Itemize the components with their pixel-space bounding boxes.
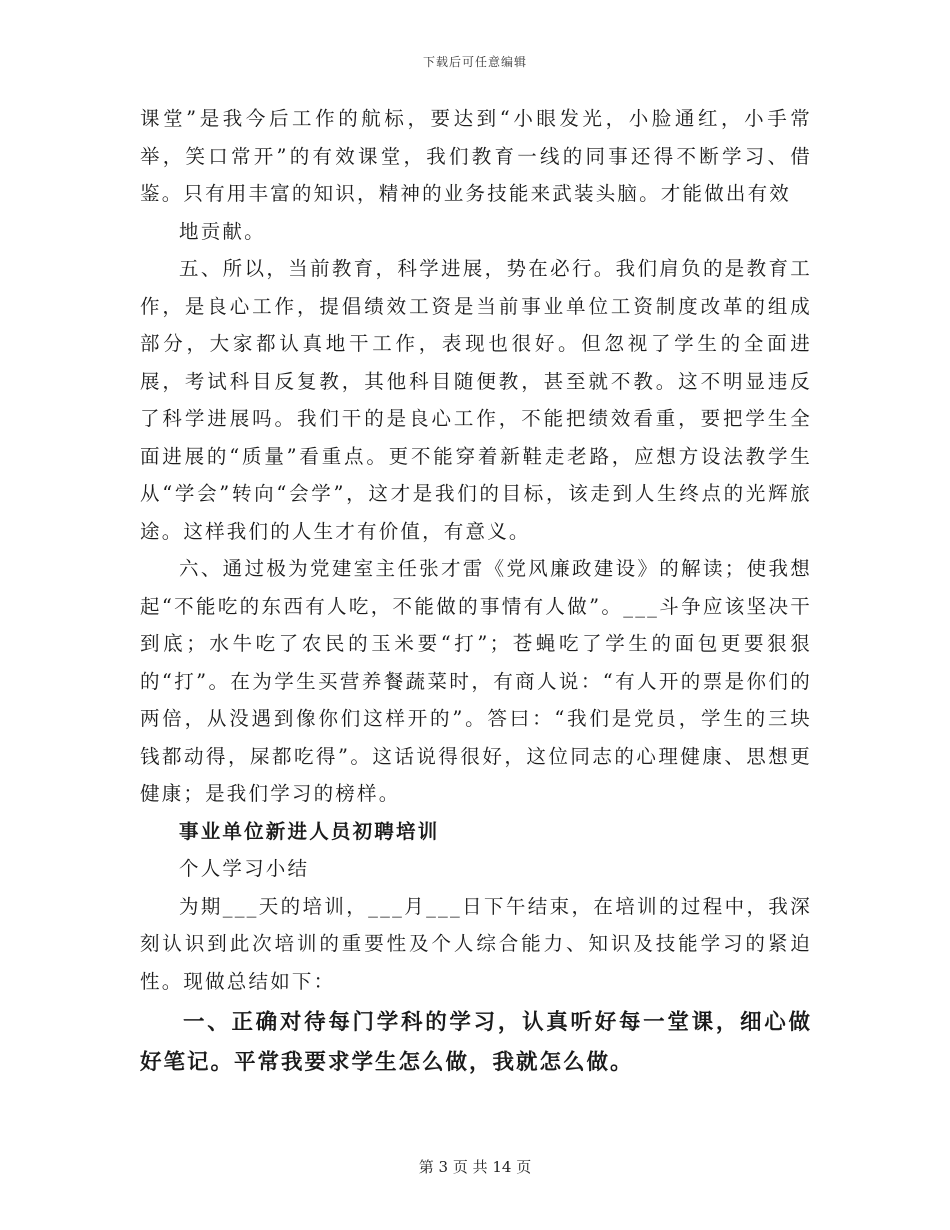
paragraph-summary-intro: 为期___天的培训，___月___日下午结束，在培训的过程中，我深刻认识到此次培训的重要性及个人综合能力、知识及技能学习的紧迫性。现做总结如下： (140, 894, 812, 993)
section-subheading: 个人学习小结 (179, 857, 310, 880)
paragraph-continuation-end: 地贡献。 (179, 219, 266, 243)
page-footer: 第 3 页 共 14 页 (418, 1158, 532, 1176)
page-header: 下载后可任意编辑 (422, 55, 527, 69)
paragraph-continuation: 课堂”是我今后工作的航标，要达到“小眼发光，小脸通红，小手常举，笑口常开”的有效课堂，我们教育一线的同事还得不断学习、借鉴。只有用丰富的知识，精神的业务技能来武装头脑。才能做出有效 (140, 107, 812, 205)
paragraph-point-one: 一、正确对待每门学科的学习，认真听好每一堂课，细心做好笔记。平常我要求学生怎么做，我就怎么做。 (140, 1010, 812, 1075)
paragraph-section-six: 六、通过极为党建室主任张才雷《党风廉政建设》的解读；使我想起“不能吃的东西有人吃，不能做的事情有人做”。___斗争应该坚决干到底；水牛吃了农民的玉米要“打”；苍蝇吃了学生的面包更要狠狠的“打”。在为学生买营养餐蔬菜时，有商人说：“有人开的票是你们的两倍，从没遇到像你们这样开的”。答曰：“我们是党员，学生的三块钱都动得，屎都吃得”。这话说得很好，这位同志的心理健康、思想更健康；是我们学习的榜样。 (140, 557, 812, 805)
document-body (140, 100, 812, 1083)
section-heading: 事业单位新进人员初聘培训 (179, 819, 440, 843)
paragraph-section-five: 五、所以，当前教育，科学进展，势在必行。我们肩负的是教育工作，是良心工作，提倡绩效工资是当前事业单位工资制度改革的组成部分，大家都认真地干工作，表现也很好。但忽视了学生的全面进展，考试科目反复教，其他科目随便教，甚至就不教。这不明显违反了科学进展吗。我们干的是良心工作，不能把绩效看重，要把学生全面进展的“质量”看重点。更不能穿着新鞋走老路，应想方设法教学生从“学会”转向“会学”，这才是我们的目标，该走到人生终点的光辉旅途。这样我们的人生才有价值，有意义。 (140, 257, 812, 543)
